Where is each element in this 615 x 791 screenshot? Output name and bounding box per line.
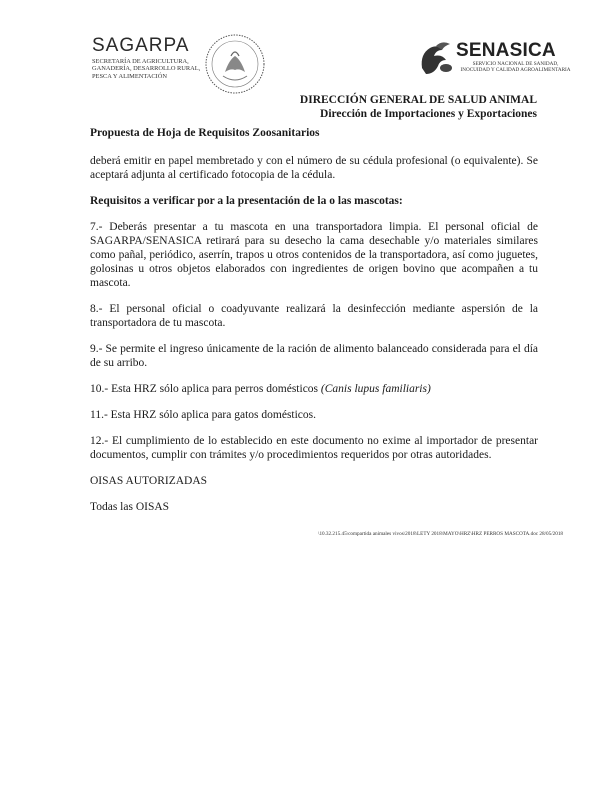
oisas-heading: OISAS AUTORIZADAS bbox=[90, 475, 208, 487]
requirement-12: 12.- El cumplimiento de lo establecido en este documento no exime al importador de presentar documentos, cumplir con trámites y/o procedimientos requeridos por otras autoridades. bbox=[90, 435, 538, 461]
sagarpa-logo bbox=[92, 36, 202, 80]
sagarpa-name: SAGARPA bbox=[92, 35, 190, 56]
directorate-heading bbox=[300, 93, 537, 121]
oisas-value: Todas las OISAS bbox=[90, 501, 170, 513]
senasica-mark-icon bbox=[416, 38, 454, 78]
national-seal-icon bbox=[203, 32, 267, 96]
intro-paragraph: deberá emitir en papel membretado y con el número de su cédula profesional (o equivalente). Se aceptará adjunta al certificado fotocopia de la cédula. bbox=[90, 155, 538, 181]
sagarpa-subtitle: SECRETARÍA DE AGRICULTURA, GANADERÍA, DESARROLLO RURAL, PESCA Y ALIMENTACIÓN bbox=[92, 58, 201, 80]
senasica-logo bbox=[416, 38, 576, 82]
file-path-footer: \10.32.215.45\compartida animales vivos\2018\LETY 2018\MAYO\HRZ\HRZ PERROS MASCOTA.doc 28/05/2018 bbox=[318, 531, 564, 537]
senasica-subtitle: SERVICIO NACIONAL DE SANIDAD, INOCUIDAD Y CALIDAD AGROALIMENTARIA bbox=[460, 61, 571, 73]
requirement-8: 8.- El personal oficial o coadyuvante realizará la desinfección mediante aspersión de la transportadora de tu mascota. bbox=[90, 303, 538, 329]
requirements-subheading: Requisitos a verificar por a la presentación de la o las mascotas: bbox=[90, 195, 403, 207]
requirement-7: 7.- Deberás presentar a tu mascota en una transportadora limpia. El personal oficial de SAGARPA/SENASICA retirará para su desecho la cama desechable y/o materiales similares como pañal, periódico, aserrín, trapos u otros contenidos de la transportadora, así como juguetes, golosinas u otros objetos elaborados con ingredientes de origen bovino que acompañen a tu mascota. bbox=[90, 221, 538, 289]
requirement-10-text: 10.- Esta HRZ sólo aplica para perros domésticos bbox=[90, 383, 321, 395]
species-name: (Canis lupus familiaris) bbox=[320, 383, 431, 395]
requirement-10 bbox=[90, 382, 538, 396]
requirement-11: 11.- Esta HRZ sólo aplica para gatos domésticos. bbox=[90, 409, 317, 421]
requirement-9: 9.- Se permite el ingreso únicamente de la ración de alimento balanceado considerada para el día de su arribo. bbox=[90, 343, 538, 369]
document-body bbox=[90, 126, 538, 514]
direccion-general: DIRECCIÓN GENERAL DE SALUD ANIMAL bbox=[299, 94, 537, 106]
senasica-name: SENASICA bbox=[456, 40, 556, 61]
direccion: Dirección de Importaciones y Exportaciones bbox=[320, 108, 537, 120]
document-title: Propuesta de Hoja de Requisitos Zoosanitarios bbox=[90, 127, 320, 139]
